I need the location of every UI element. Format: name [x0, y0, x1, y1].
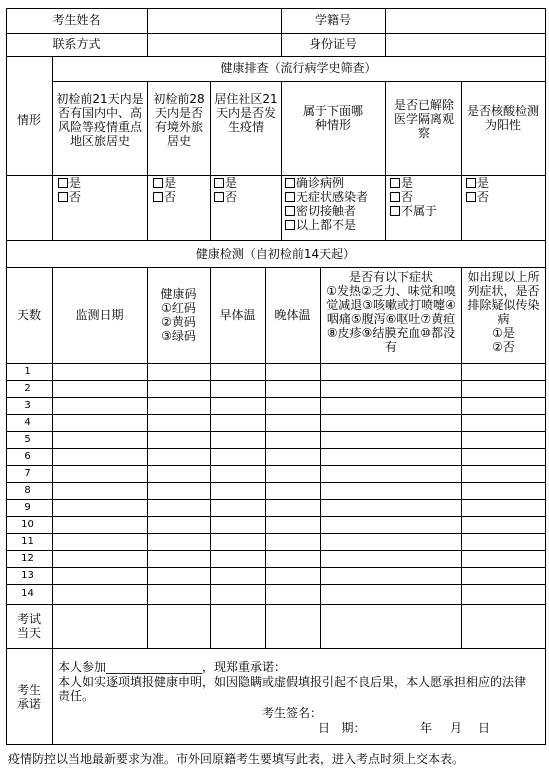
day-row-label: 5: [24, 434, 31, 445]
q3-no-option[interactable]: 否: [214, 191, 237, 204]
screening-title: 健康排查（流行病学史筛查）: [220, 61, 377, 75]
col-date-header: 监测日期: [75, 308, 124, 322]
col-days-header: 天数: [16, 308, 41, 322]
date-month: 月: [450, 721, 463, 735]
q5-yes-option[interactable]: 是: [390, 177, 413, 190]
day-row-label: 7: [24, 468, 31, 479]
q2-no-option[interactable]: 否: [153, 191, 176, 204]
q-overseas-travel: 初检前28天内是否有境外旅居史: [153, 92, 205, 148]
monitoring-title: 健康检测（自初检前14天起）: [195, 247, 356, 261]
q-nucleic-positive: 是否核酸检测为阳性: [466, 104, 539, 132]
contact-field[interactable]: [148, 34, 281, 56]
q5-not-applicable-option[interactable]: 不属于: [390, 205, 437, 218]
date-year: 年: [420, 721, 433, 735]
q-community-outbreak: 居住社区21天内是否发生疫情: [214, 92, 278, 134]
day-row-label: 2: [24, 383, 31, 394]
footer-note: 疫情防控以当地最新要求为准。市外回原籍考生要填写此表，进入考点时须上交本表。: [8, 752, 465, 766]
checkbox-icon: [153, 192, 163, 202]
exam-name-blank[interactable]: ________________: [106, 660, 203, 674]
day-row-label: 14: [21, 588, 34, 599]
q6-no-option[interactable]: 否: [466, 191, 489, 204]
student-no-field[interactable]: [386, 9, 545, 33]
col-health-code-header: 健康码 ①红码 ②黄码 ③绿码: [160, 287, 197, 343]
col-exclude-disease-header: 如出现以上所列症状，是否排除疑似传染病 ①是 ②否: [467, 270, 540, 354]
checkbox-icon: [466, 178, 476, 188]
signature-label: 考生签名：: [262, 706, 323, 720]
situation-label: 情形: [16, 113, 41, 127]
q4-asymptomatic-option[interactable]: 无症状感染者: [285, 191, 368, 204]
checkbox-icon: [58, 178, 68, 188]
checkbox-icon: [466, 192, 476, 202]
date-day: 日: [478, 721, 491, 735]
checkbox-icon: [58, 192, 68, 202]
checkbox-icon: [285, 178, 295, 188]
day-row-label: 6: [24, 451, 31, 462]
checkbox-icon: [153, 178, 163, 188]
date-label: 日 期：: [318, 721, 366, 735]
name-label: 考生姓名: [52, 13, 101, 27]
id-number-field[interactable]: [386, 34, 545, 56]
q1-yes-option[interactable]: 是: [58, 177, 81, 190]
checkbox-icon: [390, 178, 400, 188]
day-row-label: 13: [21, 570, 34, 581]
pledge-label: 考生承诺: [16, 683, 41, 711]
signature-field[interactable]: [325, 703, 485, 719]
day-row-label: 3: [24, 400, 31, 411]
student-no-label: 学籍号: [314, 13, 351, 27]
day-row-label: 12: [21, 553, 34, 564]
day-row-label: 11: [21, 536, 34, 547]
day-row-label: 4: [24, 417, 31, 428]
checkbox-icon: [285, 206, 295, 216]
day-row-label: 8: [24, 485, 31, 496]
q-domestic-risk-travel: 初检前21天内是否有国内中、高风险等疫情重点地区旅居史: [56, 92, 144, 148]
col-morning-temp-header: 早体温: [219, 308, 256, 322]
q4-close-contact-option[interactable]: 密切接触者: [285, 205, 356, 218]
contact-label: 联系方式: [52, 37, 101, 51]
q6-yes-option[interactable]: 是: [466, 177, 489, 190]
checkbox-icon: [214, 192, 224, 202]
q1-no-option[interactable]: 否: [58, 191, 81, 204]
name-field[interactable]: [148, 9, 281, 33]
checkbox-icon: [390, 192, 400, 202]
q-case-type: 属于下面哪种情形: [302, 104, 363, 132]
exam-day-label: 考试当天: [16, 612, 41, 640]
pledge-line1: 本人参加________________，现郑重承诺：: [58, 660, 287, 674]
id-label: 身份证号: [308, 37, 357, 51]
checkbox-icon: [285, 220, 295, 230]
col-symptoms-header: 是否有以下症状 ①发热②乏力、味觉和嗅觉减退③咳嗽或打喷嚏④咽痛⑤腹泻⑥呕吐⑦黄疸⑧皮疹⑨结膜充血⑩都没有: [326, 270, 456, 354]
q5-no-option[interactable]: 否: [390, 191, 413, 204]
day-row-label: 1: [24, 366, 31, 377]
col-evening-temp-header: 晚体温: [274, 308, 311, 322]
pledge-statement: 本人如实逐项填报健康申明，如因隐瞒或虚假填报引起不良后果，本人愿承担相应的法律责任。: [58, 675, 527, 703]
day-row-label: 9: [24, 502, 31, 513]
q4-confirmed-option[interactable]: 确诊病例: [285, 177, 344, 190]
q2-yes-option[interactable]: 是: [153, 177, 176, 190]
q3-yes-option[interactable]: 是: [214, 177, 237, 190]
checkbox-icon: [390, 206, 400, 216]
checkbox-icon: [285, 192, 295, 202]
q-isolation-lifted: 是否已解除医学隔离观察: [393, 98, 454, 140]
q4-none-option[interactable]: 以上都不是: [285, 219, 356, 232]
checkbox-icon: [214, 178, 224, 188]
day-row-label: 10: [21, 519, 34, 530]
